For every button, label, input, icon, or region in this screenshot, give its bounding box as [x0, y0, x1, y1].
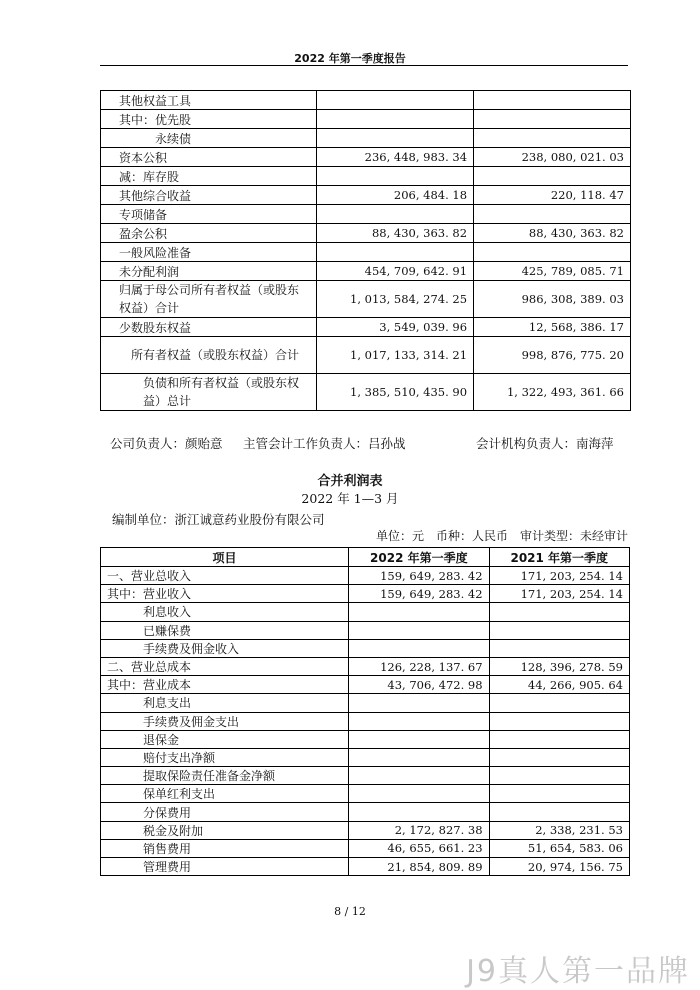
- row-label: 永续债: [101, 129, 317, 148]
- row-label: 已赚保费: [101, 621, 349, 639]
- value-current: 88, 430, 363. 82: [317, 224, 474, 243]
- row-label: 二、营业总成本: [101, 657, 349, 675]
- value-2021q1: [489, 639, 629, 657]
- table-row: [101, 858, 630, 876]
- value-2022q1: [349, 803, 489, 821]
- value-2021q1: 2, 338, 231. 53: [489, 821, 629, 839]
- table-row: [101, 694, 630, 712]
- table-row: [101, 821, 630, 839]
- row-label: [101, 281, 317, 318]
- balance-sheet-equity-table: [100, 90, 631, 411]
- table-row: [101, 224, 631, 243]
- value-2022q1: 43, 706, 472. 98: [349, 676, 489, 694]
- company-head-signature: 公司负责人：颜贻意: [110, 436, 223, 451]
- value-prior: [474, 129, 631, 148]
- accounting-head-signature: 主管会计工作负责人：吕孙战: [243, 436, 406, 451]
- table-row: [101, 167, 631, 186]
- row-label: 一、营业总收入: [101, 567, 349, 585]
- table-row: [101, 129, 631, 148]
- value-current: [317, 205, 474, 224]
- row-label: 其中：优先股: [101, 110, 317, 129]
- value-prior: [474, 110, 631, 129]
- table-row: [101, 585, 630, 603]
- value-2022q1: [349, 730, 489, 748]
- value-2021q1: [489, 712, 629, 730]
- value-2021q1: 171, 203, 254. 14: [489, 585, 629, 603]
- row-label: 其他权益工具: [101, 91, 317, 110]
- row-label: 少数股东权益: [101, 318, 317, 337]
- report-header-title: 2022 年第一季度报告: [294, 52, 406, 65]
- row-label-text: 归属于母公司所有者权益（或股东权益）合计: [119, 283, 300, 315]
- row-label: 销售费用: [101, 839, 349, 857]
- value-2022q1: 159, 649, 283. 42: [349, 585, 489, 603]
- accounting-org-head-signature: 会计机构负责人：南海萍: [476, 436, 614, 451]
- row-label: 利息支出: [101, 694, 349, 712]
- table-row: [101, 148, 631, 167]
- value-current: 236, 448, 983. 34: [317, 148, 474, 167]
- value-prior: 986, 308, 389. 03: [474, 281, 631, 318]
- value-current: 454, 709, 642. 91: [317, 262, 474, 281]
- value-current: [317, 91, 474, 110]
- table-row: [101, 318, 631, 337]
- value-2022q1: 46, 655, 661. 23: [349, 839, 489, 857]
- value-2021q1: 51, 654, 583. 06: [489, 839, 629, 857]
- column-header-2022q1: 2022 年第一季度: [349, 548, 489, 567]
- value-2021q1: [489, 694, 629, 712]
- table-row: [101, 603, 630, 621]
- value-current: 1, 385, 510, 435. 90: [317, 374, 474, 411]
- row-label: 专项储备: [101, 205, 317, 224]
- value-2022q1: [349, 621, 489, 639]
- row-label: 保单红利支出: [101, 785, 349, 803]
- income-statement-table: [100, 547, 630, 876]
- page-number: 8 / 12: [334, 905, 366, 918]
- table-row: [101, 712, 630, 730]
- value-2021q1: [489, 621, 629, 639]
- table-row: [101, 110, 631, 129]
- row-label: 分保费用: [101, 803, 349, 821]
- row-label: 一般风险准备: [101, 243, 317, 262]
- row-label: 手续费及佣金收入: [101, 639, 349, 657]
- value-prior: [474, 91, 631, 110]
- column-header-item: 项目: [101, 548, 349, 567]
- value-current: 1, 013, 584, 274. 25: [317, 281, 474, 318]
- row-label: 其中：营业成本: [101, 676, 349, 694]
- row-label: 赔付支出净额: [101, 748, 349, 766]
- value-prior: 12, 568, 386. 17: [474, 318, 631, 337]
- row-label: 未分配利润: [101, 262, 317, 281]
- value-current: [317, 129, 474, 148]
- value-2021q1: [489, 767, 629, 785]
- value-2022q1: 2, 172, 827. 38: [349, 821, 489, 839]
- row-label: [101, 337, 317, 374]
- row-label: 盈余公积: [101, 224, 317, 243]
- column-header-2021q1: 2021 年第一季度: [489, 548, 629, 567]
- table-row: [101, 839, 630, 857]
- table-row: [101, 676, 630, 694]
- row-label: [101, 374, 317, 411]
- income-statement-period: 2022 年 1—3 月: [301, 491, 399, 506]
- value-2021q1: 171, 203, 254. 14: [489, 567, 629, 585]
- value-2022q1: [349, 694, 489, 712]
- value-prior: 1, 322, 493, 361. 66: [474, 374, 631, 411]
- value-prior: 998, 876, 775. 20: [474, 337, 631, 374]
- table-header-row: [101, 548, 630, 567]
- value-prior: 88, 430, 363. 82: [474, 224, 631, 243]
- table-row: [101, 657, 630, 675]
- value-2021q1: 44, 266, 905. 64: [489, 676, 629, 694]
- table-row: [101, 243, 631, 262]
- table-row: [101, 374, 631, 411]
- table-row: [101, 91, 631, 110]
- value-2022q1: [349, 712, 489, 730]
- table-row: [101, 205, 631, 224]
- row-label: 税金及附加: [101, 821, 349, 839]
- value-current: 1, 017, 133, 314. 21: [317, 337, 474, 374]
- row-label-text: 负债和所有者权益（或股东权益）总计: [143, 376, 300, 408]
- value-prior: [474, 167, 631, 186]
- row-label: 减：库存股: [101, 167, 317, 186]
- value-current: 3, 549, 039. 96: [317, 318, 474, 337]
- value-2021q1: [489, 748, 629, 766]
- row-label: 其中：营业收入: [101, 585, 349, 603]
- value-2022q1: [349, 785, 489, 803]
- row-label: 利息收入: [101, 603, 349, 621]
- table-row: [101, 281, 631, 318]
- value-2022q1: [349, 748, 489, 766]
- value-2022q1: 21, 854, 809. 89: [349, 858, 489, 876]
- value-current: 206, 484. 18: [317, 186, 474, 205]
- row-label: 手续费及佣金支出: [101, 712, 349, 730]
- table-row: [101, 337, 631, 374]
- compiler-unit: 编制单位：浙江诚意药业股份有限公司: [112, 512, 325, 527]
- table-row: [101, 767, 630, 785]
- value-current: [317, 110, 474, 129]
- value-2022q1: 159, 649, 283. 42: [349, 567, 489, 585]
- value-prior: [474, 243, 631, 262]
- value-2021q1: [489, 603, 629, 621]
- table-row: [101, 567, 630, 585]
- value-prior: [474, 205, 631, 224]
- value-prior: 425, 789, 085. 71: [474, 262, 631, 281]
- header-divider: [100, 65, 628, 66]
- value-2021q1: [489, 803, 629, 821]
- value-2022q1: [349, 767, 489, 785]
- table-row: [101, 730, 630, 748]
- watermark-logo: J9真人第一品牌: [466, 954, 690, 989]
- table-row: [101, 262, 631, 281]
- value-2021q1: [489, 730, 629, 748]
- row-label: 提取保险责任准备金净额: [101, 767, 349, 785]
- table-row: [101, 748, 630, 766]
- value-current: [317, 167, 474, 186]
- value-prior: 220, 118. 47: [474, 186, 631, 205]
- value-2022q1: 126, 228, 137. 67: [349, 657, 489, 675]
- table-row: [101, 785, 630, 803]
- value-2021q1: 20, 974, 156. 75: [489, 858, 629, 876]
- value-prior: 238, 080, 021. 03: [474, 148, 631, 167]
- table-row: [101, 186, 631, 205]
- row-label: 管理费用: [101, 858, 349, 876]
- row-label-text: 所有者权益（或股东权益）合计: [131, 348, 300, 362]
- income-statement-title: 合并利润表: [317, 474, 383, 489]
- row-label: 其他综合收益: [101, 186, 317, 205]
- unit-currency-line: 单位：元 币种：人民币 审计类型：未经审计: [375, 529, 628, 543]
- value-2022q1: [349, 603, 489, 621]
- table-row: [101, 639, 630, 657]
- table-row: [101, 621, 630, 639]
- value-2021q1: 128, 396, 278. 59: [489, 657, 629, 675]
- value-2022q1: [349, 639, 489, 657]
- value-current: [317, 243, 474, 262]
- table-row: [101, 803, 630, 821]
- row-label: 资本公积: [101, 148, 317, 167]
- value-2021q1: [489, 785, 629, 803]
- row-label: 退保金: [101, 730, 349, 748]
